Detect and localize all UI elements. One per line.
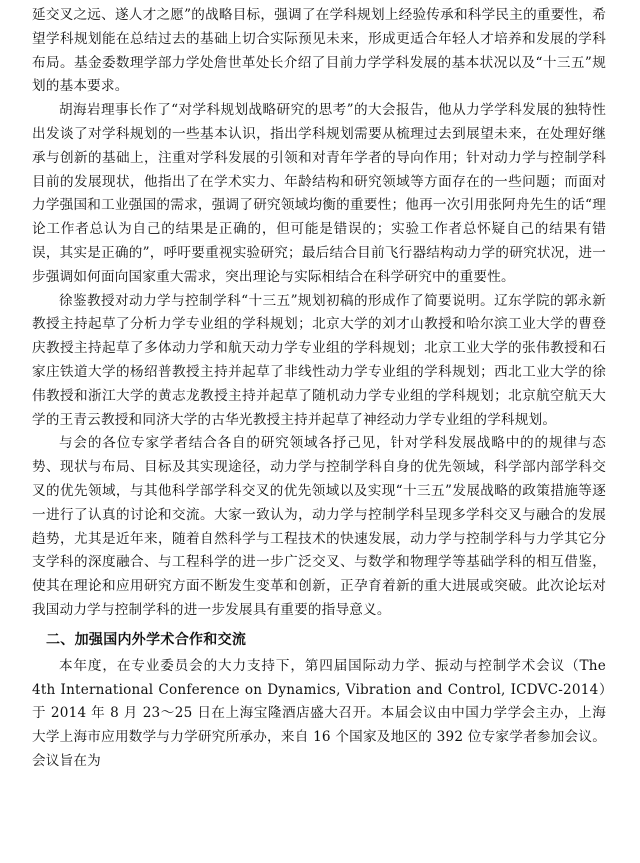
paragraph-5: 本年度，在专业委员会的大力支持下，第四届国际动力学、振动与控制学术会议（The 4th International Conference on Dynamics, Vibration and Control, ICDVC-2014）于 2014 年 8 月 23～25 日在上海宝隆酒店盛大召开。本届会议由中国力学学会主办，上海大学上海市应用数学与力学研究所承办，来自 16 个国家及地区的 392 位专家学者参加会议。会议旨在为 — [32, 657, 606, 769]
paragraph-4: 与会的各位专家学者结合各自的研究领域各抒己见，针对学科发展战略中的的规律与态势、现状与布局、目标及其实现途径，动力学与控制学科自身的优先领域，科学部内部学科交叉的优先领域，与其他科学部学科交叉的优先领域以及实现“十三五”发展战略的政策措施等逐一进行了认真的讨论和交流。大家一致认为，动力学与控制学科呈现多学科交叉与融合的发展趋势，尤其是近年来，随着自然科学与工程技术的快速发展，动力学与控制学科与力学其它分支学科的深度融合、与工程科学的进一步广泛交叉、与数学和物理学等基础学科的相互借鉴，使其在理论和应用研究方面不断发生变革和创新，正孕育着新的重大进展或突破。此次论坛对我国动力学与控制学科的进一步发展具有重要的指导意义。 — [32, 435, 606, 618]
paragraph-1: 延交叉之远、遂人才之愿”的战略目标，强调了在学科规划上经验传承和科学民主的重要性，希望学科规划能在总结过去的基础上切合实际预见未来，形成更适合年轻人才培养和发展的学科布局。基金委数理学部力学处詹世革处长介绍了目前力学学科发展的基本状况以及“十三五”规划的基本要求。 — [32, 7, 606, 95]
paragraph-2: 胡海岩理事长作了“对学科规划战略研究的思考”的大会报告，他从力学学科发展的独特性出发谈了对学科规划的一些基本认识，指出学科规划需要从梳理过去到展望未来，在处理好继承与创新的基础上，注重对学科发展的引领和对青年学者的导向作用；针对动力学与控制学科目前的发展现状，他指出了在学术实力、年龄结构和研究领域等方面存在的一些问题；而面对力学强国和工业强国的需求，强调了研究领域均衡的重要性；他再一次引用张阿舟先生的话“理论工作者总认为自己的结果是正确的，但可能是错误的；实验工作者总怀疑自己的结果有错误，其实是正确的”，呼吁要重视实验研究；最后结合目前飞行器结构动力学的研究状况，进一步强调如何面向国家重大需求，突出理论与实际相结合在科学研究中的重要性。 — [32, 102, 606, 285]
paragraph-3: 徐鉴教授对动力学与控制学科“十三五”规划初稿的形成作了简要说明。辽东学院的郭永新教授主持起草了分析力学专业组的学科规划；北京大学的刘才山教授和哈尔滨工业大学的曹登庆教授主持起草了多体动力学和航天动力学专业组的学科规划；北京工业大学的张伟教授和石家庄铁道大学的杨绍普教授主持并起草了非线性动力学专业组的学科规划；西北工业大学的徐伟教授和浙江大学的黄志龙教授主持并起草了随机动力学专业组的学科规划；北京航空航天大学的王青云教授和同济大学的古华光教授主持并起草了神经动力学专业组的学科规划。 — [32, 292, 606, 428]
section-heading: 二、加强国内外学术合作和交流 — [46, 631, 247, 648]
